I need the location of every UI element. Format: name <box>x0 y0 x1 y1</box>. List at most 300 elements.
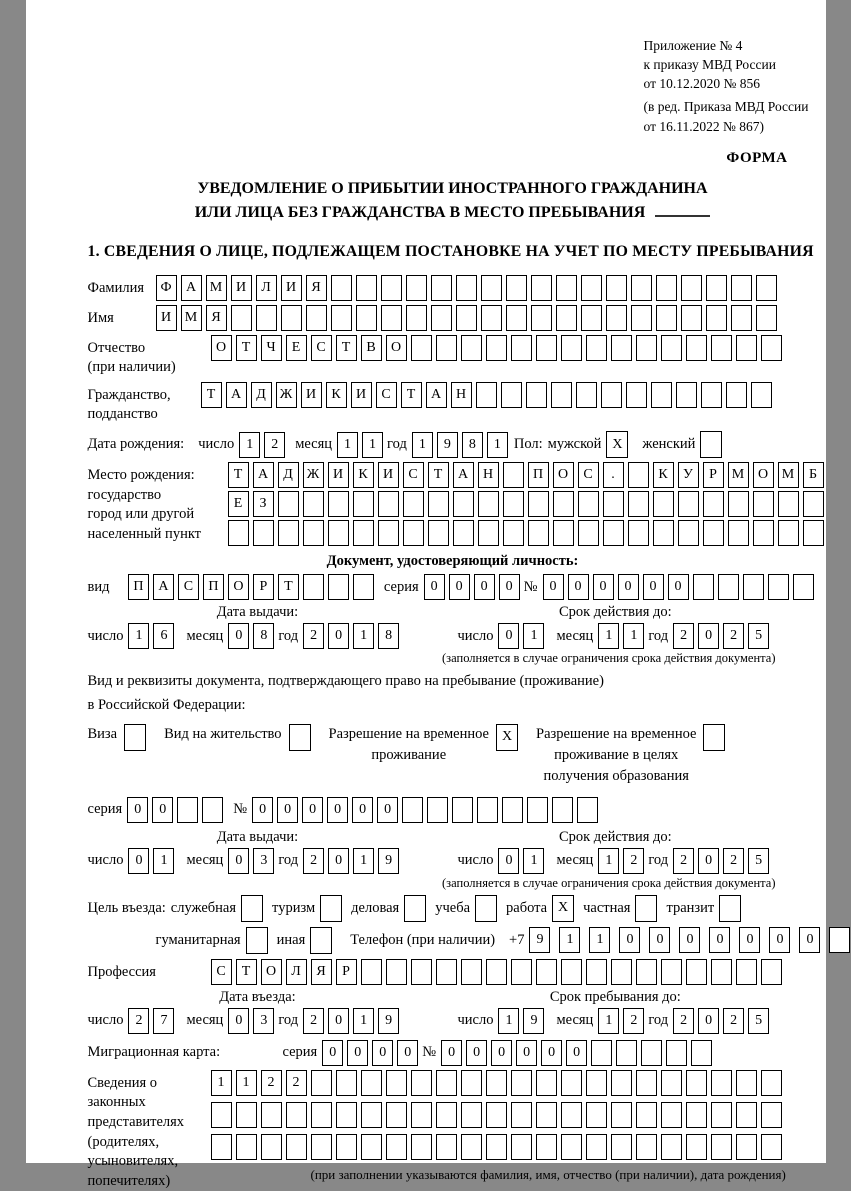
char-cell[interactable] <box>686 335 707 361</box>
char-cell[interactable] <box>511 959 532 985</box>
char-cell[interactable]: 0 <box>668 574 689 600</box>
char-cell[interactable] <box>536 1102 557 1128</box>
char-cell[interactable] <box>581 305 602 331</box>
char-cell[interactable] <box>486 1134 507 1160</box>
char-cell[interactable]: 0 <box>128 848 149 874</box>
char-cell[interactable] <box>681 275 702 301</box>
char-cell[interactable] <box>678 520 699 546</box>
char-cell[interactable] <box>506 305 527 331</box>
char-cell[interactable]: 6 <box>153 623 174 649</box>
char-cell[interactable] <box>386 1102 407 1128</box>
char-cell[interactable] <box>561 1070 582 1096</box>
purpose-other-checkbox[interactable] <box>310 927 332 954</box>
char-cell[interactable]: И <box>156 305 177 331</box>
option-residence-permit-checkbox[interactable] <box>289 724 311 751</box>
char-cell[interactable] <box>601 382 622 408</box>
char-cell[interactable]: 5 <box>748 623 769 649</box>
char-cell[interactable] <box>436 335 457 361</box>
char-cell[interactable]: 1 <box>153 848 174 874</box>
char-cell[interactable] <box>761 1134 782 1160</box>
char-cell[interactable] <box>606 305 627 331</box>
entry-day[interactable] <box>128 1008 178 1034</box>
char-cell[interactable] <box>501 382 522 408</box>
option-temp-residence-education-checkbox[interactable] <box>703 724 725 751</box>
char-cell[interactable] <box>686 1102 707 1128</box>
char-cell[interactable]: К <box>653 462 674 488</box>
char-cell[interactable] <box>536 335 557 361</box>
char-cell[interactable] <box>486 959 507 985</box>
char-cell[interactable] <box>378 491 399 517</box>
char-cell[interactable] <box>353 520 374 546</box>
migration-number-input[interactable] <box>441 1040 716 1066</box>
char-cell[interactable]: Т <box>336 335 357 361</box>
char-cell[interactable]: 0 <box>619 927 640 953</box>
char-cell[interactable]: 1 <box>598 623 619 649</box>
char-cell[interactable] <box>711 1134 732 1160</box>
char-cell[interactable] <box>452 797 473 823</box>
char-cell[interactable] <box>551 382 572 408</box>
char-cell[interactable] <box>703 520 724 546</box>
char-cell[interactable] <box>553 520 574 546</box>
residence-issue-year[interactable] <box>303 848 403 874</box>
char-cell[interactable]: Т <box>401 382 422 408</box>
char-cell[interactable]: П <box>128 574 149 600</box>
char-cell[interactable] <box>303 574 324 600</box>
char-cell[interactable]: М <box>206 275 227 301</box>
char-cell[interactable] <box>611 1134 632 1160</box>
char-cell[interactable] <box>536 959 557 985</box>
char-cell[interactable]: 2 <box>261 1070 282 1096</box>
char-cell[interactable]: 0 <box>543 574 564 600</box>
entry-year[interactable] <box>303 1008 403 1034</box>
char-cell[interactable] <box>756 275 777 301</box>
char-cell[interactable] <box>381 275 402 301</box>
char-cell[interactable] <box>743 574 764 600</box>
char-cell[interactable] <box>503 520 524 546</box>
identity-expiry-year[interactable] <box>673 623 773 649</box>
char-cell[interactable]: Д <box>278 462 299 488</box>
char-cell[interactable]: 0 <box>328 848 349 874</box>
char-cell[interactable] <box>656 305 677 331</box>
char-cell[interactable]: 1 <box>362 432 383 458</box>
char-cell[interactable] <box>581 275 602 301</box>
char-cell[interactable] <box>706 305 727 331</box>
char-cell[interactable] <box>511 335 532 361</box>
char-cell[interactable] <box>751 382 772 408</box>
char-cell[interactable]: 0 <box>541 1040 562 1066</box>
char-cell[interactable]: Я <box>206 305 227 331</box>
char-cell[interactable] <box>626 382 647 408</box>
char-cell[interactable]: 2 <box>264 432 285 458</box>
char-cell[interactable]: Т <box>278 574 299 600</box>
residence-series-input[interactable] <box>127 797 227 823</box>
char-cell[interactable]: Ж <box>303 462 324 488</box>
residence-expiry-month[interactable] <box>598 848 648 874</box>
char-cell[interactable] <box>286 1102 307 1128</box>
char-cell[interactable] <box>436 1070 457 1096</box>
identity-issue-year[interactable] <box>303 623 403 649</box>
char-cell[interactable]: 1 <box>353 848 374 874</box>
char-cell[interactable] <box>456 275 477 301</box>
char-cell[interactable] <box>803 520 824 546</box>
char-cell[interactable] <box>436 1102 457 1128</box>
char-cell[interactable]: Л <box>286 959 307 985</box>
char-cell[interactable]: А <box>253 462 274 488</box>
char-cell[interactable]: В <box>361 335 382 361</box>
char-cell[interactable] <box>431 305 452 331</box>
char-cell[interactable]: Р <box>703 462 724 488</box>
char-cell[interactable] <box>436 959 457 985</box>
char-cell[interactable] <box>701 382 722 408</box>
identity-expiry-month[interactable] <box>598 623 648 649</box>
birthdate-year-input[interactable] <box>412 432 512 458</box>
char-cell[interactable] <box>576 382 597 408</box>
char-cell[interactable] <box>736 959 757 985</box>
char-cell[interactable] <box>636 1102 657 1128</box>
birthplace-input-row2[interactable] <box>228 491 828 517</box>
char-cell[interactable] <box>511 1102 532 1128</box>
char-cell[interactable]: Т <box>228 462 249 488</box>
stay-day[interactable] <box>498 1008 548 1034</box>
char-cell[interactable] <box>661 959 682 985</box>
profession-input[interactable] <box>211 959 786 985</box>
char-cell[interactable] <box>686 959 707 985</box>
char-cell[interactable]: К <box>353 462 374 488</box>
phone-input[interactable] <box>529 927 851 953</box>
birthdate-day-input[interactable] <box>239 432 289 458</box>
char-cell[interactable] <box>361 959 382 985</box>
char-cell[interactable] <box>411 1134 432 1160</box>
char-cell[interactable]: 0 <box>228 1008 249 1034</box>
char-cell[interactable] <box>561 1102 582 1128</box>
char-cell[interactable] <box>628 462 649 488</box>
char-cell[interactable]: 1 <box>598 848 619 874</box>
char-cell[interactable]: 0 <box>739 927 760 953</box>
char-cell[interactable] <box>591 1040 612 1066</box>
char-cell[interactable]: С <box>578 462 599 488</box>
char-cell[interactable]: 2 <box>303 1008 324 1034</box>
char-cell[interactable] <box>552 797 573 823</box>
char-cell[interactable] <box>303 491 324 517</box>
char-cell[interactable] <box>356 275 377 301</box>
char-cell[interactable]: 2 <box>286 1070 307 1096</box>
char-cell[interactable]: Я <box>311 959 332 985</box>
char-cell[interactable]: 5 <box>748 1008 769 1034</box>
char-cell[interactable]: 3 <box>253 848 274 874</box>
option-temp-residence-checkbox[interactable]: X <box>496 724 518 751</box>
char-cell[interactable] <box>311 1134 332 1160</box>
char-cell[interactable]: А <box>181 275 202 301</box>
char-cell[interactable]: И <box>351 382 372 408</box>
char-cell[interactable] <box>536 1070 557 1096</box>
char-cell[interactable]: С <box>178 574 199 600</box>
char-cell[interactable]: У <box>678 462 699 488</box>
char-cell[interactable]: Н <box>478 462 499 488</box>
char-cell[interactable]: М <box>778 462 799 488</box>
char-cell[interactable] <box>256 305 277 331</box>
char-cell[interactable]: 1 <box>589 927 610 953</box>
identity-issue-day[interactable] <box>128 623 178 649</box>
char-cell[interactable] <box>331 275 352 301</box>
char-cell[interactable] <box>331 305 352 331</box>
char-cell[interactable] <box>753 520 774 546</box>
sex-male-checkbox[interactable]: X <box>606 431 628 458</box>
char-cell[interactable] <box>528 491 549 517</box>
char-cell[interactable]: И <box>378 462 399 488</box>
char-cell[interactable] <box>718 574 739 600</box>
char-cell[interactable]: 0 <box>566 1040 587 1066</box>
char-cell[interactable] <box>691 1040 712 1066</box>
char-cell[interactable]: 0 <box>769 927 790 953</box>
char-cell[interactable] <box>641 1040 662 1066</box>
char-cell[interactable]: 1 <box>211 1070 232 1096</box>
char-cell[interactable]: 1 <box>412 432 433 458</box>
char-cell[interactable] <box>328 491 349 517</box>
char-cell[interactable] <box>253 520 274 546</box>
char-cell[interactable]: 0 <box>643 574 664 600</box>
char-cell[interactable]: 0 <box>679 927 700 953</box>
char-cell[interactable]: 1 <box>559 927 580 953</box>
char-cell[interactable] <box>693 574 714 600</box>
char-cell[interactable] <box>336 1070 357 1096</box>
char-cell[interactable] <box>236 1134 257 1160</box>
char-cell[interactable]: 0 <box>347 1040 368 1066</box>
char-cell[interactable] <box>661 1134 682 1160</box>
char-cell[interactable] <box>661 335 682 361</box>
char-cell[interactable]: А <box>453 462 474 488</box>
char-cell[interactable]: 1 <box>523 623 544 649</box>
char-cell[interactable] <box>756 305 777 331</box>
char-cell[interactable] <box>651 382 672 408</box>
char-cell[interactable]: 0 <box>498 623 519 649</box>
char-cell[interactable] <box>486 1102 507 1128</box>
char-cell[interactable]: 1 <box>623 623 644 649</box>
char-cell[interactable]: 2 <box>128 1008 149 1034</box>
char-cell[interactable]: 9 <box>378 848 399 874</box>
char-cell[interactable]: . <box>603 462 624 488</box>
char-cell[interactable]: 1 <box>598 1008 619 1034</box>
char-cell[interactable]: О <box>261 959 282 985</box>
char-cell[interactable]: 0 <box>328 1008 349 1034</box>
char-cell[interactable] <box>736 335 757 361</box>
char-cell[interactable]: 1 <box>236 1070 257 1096</box>
char-cell[interactable]: О <box>553 462 574 488</box>
char-cell[interactable]: Е <box>286 335 307 361</box>
char-cell[interactable]: Ж <box>276 382 297 408</box>
char-cell[interactable]: 0 <box>698 623 719 649</box>
char-cell[interactable] <box>481 305 502 331</box>
char-cell[interactable] <box>753 491 774 517</box>
char-cell[interactable]: М <box>181 305 202 331</box>
char-cell[interactable] <box>511 1134 532 1160</box>
char-cell[interactable] <box>656 275 677 301</box>
char-cell[interactable] <box>728 491 749 517</box>
char-cell[interactable]: 0 <box>228 848 249 874</box>
char-cell[interactable] <box>311 1070 332 1096</box>
char-cell[interactable]: 2 <box>303 848 324 874</box>
char-cell[interactable]: А <box>153 574 174 600</box>
char-cell[interactable] <box>328 574 349 600</box>
char-cell[interactable]: 1 <box>523 848 544 874</box>
char-cell[interactable]: 0 <box>799 927 820 953</box>
char-cell[interactable] <box>236 1102 257 1128</box>
char-cell[interactable]: 9 <box>529 927 550 953</box>
char-cell[interactable]: Ф <box>156 275 177 301</box>
sex-female-checkbox[interactable] <box>700 431 722 458</box>
char-cell[interactable] <box>616 1040 637 1066</box>
char-cell[interactable]: 0 <box>302 797 323 823</box>
identity-expiry-day[interactable] <box>498 623 548 649</box>
char-cell[interactable]: 2 <box>303 623 324 649</box>
char-cell[interactable] <box>611 1070 632 1096</box>
char-cell[interactable]: О <box>753 462 774 488</box>
char-cell[interactable] <box>577 797 598 823</box>
char-cell[interactable] <box>553 491 574 517</box>
char-cell[interactable] <box>703 491 724 517</box>
char-cell[interactable] <box>561 1134 582 1160</box>
residence-issue-day[interactable] <box>128 848 178 874</box>
char-cell[interactable] <box>636 335 657 361</box>
identity-issue-month[interactable] <box>228 623 278 649</box>
char-cell[interactable]: 0 <box>441 1040 462 1066</box>
char-cell[interactable]: С <box>311 335 332 361</box>
purpose-business-checkbox[interactable] <box>404 895 426 922</box>
char-cell[interactable] <box>386 1070 407 1096</box>
char-cell[interactable] <box>603 491 624 517</box>
char-cell[interactable] <box>761 335 782 361</box>
char-cell[interactable] <box>211 1134 232 1160</box>
char-cell[interactable]: 1 <box>128 623 149 649</box>
char-cell[interactable]: 0 <box>593 574 614 600</box>
char-cell[interactable] <box>636 1134 657 1160</box>
char-cell[interactable]: Н <box>451 382 472 408</box>
char-cell[interactable] <box>678 491 699 517</box>
residence-number-input[interactable] <box>252 797 602 823</box>
char-cell[interactable] <box>603 520 624 546</box>
char-cell[interactable]: И <box>328 462 349 488</box>
char-cell[interactable]: 0 <box>228 623 249 649</box>
char-cell[interactable]: З <box>253 491 274 517</box>
char-cell[interactable]: С <box>211 959 232 985</box>
char-cell[interactable] <box>328 520 349 546</box>
char-cell[interactable] <box>628 520 649 546</box>
char-cell[interactable] <box>261 1134 282 1160</box>
char-cell[interactable]: 1 <box>487 432 508 458</box>
purpose-transit-checkbox[interactable] <box>719 895 741 922</box>
char-cell[interactable] <box>278 520 299 546</box>
char-cell[interactable] <box>261 1102 282 1128</box>
char-cell[interactable] <box>361 1070 382 1096</box>
char-cell[interactable] <box>681 305 702 331</box>
char-cell[interactable] <box>611 1102 632 1128</box>
char-cell[interactable] <box>736 1134 757 1160</box>
char-cell[interactable]: 0 <box>322 1040 343 1066</box>
char-cell[interactable] <box>461 335 482 361</box>
char-cell[interactable]: 0 <box>698 848 719 874</box>
char-cell[interactable]: Р <box>336 959 357 985</box>
char-cell[interactable] <box>411 335 432 361</box>
char-cell[interactable] <box>231 305 252 331</box>
char-cell[interactable]: 0 <box>424 574 445 600</box>
char-cell[interactable]: П <box>528 462 549 488</box>
char-cell[interactable]: К <box>326 382 347 408</box>
char-cell[interactable]: 0 <box>709 927 730 953</box>
char-cell[interactable] <box>556 305 577 331</box>
char-cell[interactable] <box>531 275 552 301</box>
char-cell[interactable]: 0 <box>152 797 173 823</box>
char-cell[interactable] <box>286 1134 307 1160</box>
patronymic-input[interactable] <box>211 335 786 361</box>
char-cell[interactable] <box>478 520 499 546</box>
residence-expiry-year[interactable] <box>673 848 773 874</box>
char-cell[interactable]: А <box>426 382 447 408</box>
char-cell[interactable]: 0 <box>328 623 349 649</box>
char-cell[interactable] <box>527 797 548 823</box>
char-cell[interactable] <box>586 1070 607 1096</box>
char-cell[interactable] <box>428 491 449 517</box>
identity-type-input[interactable] <box>128 574 378 600</box>
identity-series-input[interactable] <box>424 574 524 600</box>
char-cell[interactable] <box>778 491 799 517</box>
char-cell[interactable]: О <box>228 574 249 600</box>
char-cell[interactable]: Д <box>251 382 272 408</box>
char-cell[interactable] <box>378 520 399 546</box>
char-cell[interactable]: 2 <box>673 848 694 874</box>
purpose-private-checkbox[interactable] <box>635 895 657 922</box>
char-cell[interactable] <box>402 797 423 823</box>
char-cell[interactable] <box>336 1134 357 1160</box>
char-cell[interactable] <box>556 275 577 301</box>
char-cell[interactable] <box>803 491 824 517</box>
option-visa-checkbox[interactable] <box>124 724 146 751</box>
char-cell[interactable] <box>531 305 552 331</box>
char-cell[interactable] <box>303 520 324 546</box>
residence-expiry-day[interactable] <box>498 848 548 874</box>
char-cell[interactable]: 0 <box>252 797 273 823</box>
char-cell[interactable]: 0 <box>377 797 398 823</box>
char-cell[interactable] <box>676 382 697 408</box>
char-cell[interactable]: 1 <box>353 1008 374 1034</box>
char-cell[interactable] <box>311 1102 332 1128</box>
char-cell[interactable] <box>586 1102 607 1128</box>
char-cell[interactable] <box>561 959 582 985</box>
stay-year[interactable] <box>673 1008 773 1034</box>
char-cell[interactable] <box>411 959 432 985</box>
char-cell[interactable] <box>306 305 327 331</box>
char-cell[interactable]: 0 <box>516 1040 537 1066</box>
char-cell[interactable] <box>427 797 448 823</box>
char-cell[interactable]: 9 <box>378 1008 399 1034</box>
char-cell[interactable]: 3 <box>253 1008 274 1034</box>
char-cell[interactable]: 2 <box>623 848 644 874</box>
char-cell[interactable] <box>586 1134 607 1160</box>
birthplace-input-row3[interactable] <box>228 520 828 546</box>
char-cell[interactable] <box>761 1102 782 1128</box>
char-cell[interactable]: 0 <box>327 797 348 823</box>
char-cell[interactable]: 0 <box>466 1040 487 1066</box>
char-cell[interactable] <box>202 797 223 823</box>
char-cell[interactable] <box>731 305 752 331</box>
char-cell[interactable]: О <box>211 335 232 361</box>
char-cell[interactable] <box>403 491 424 517</box>
representatives-input-row2[interactable] <box>211 1102 786 1128</box>
char-cell[interactable] <box>386 1134 407 1160</box>
char-cell[interactable] <box>736 1070 757 1096</box>
char-cell[interactable] <box>411 1102 432 1128</box>
char-cell[interactable] <box>361 1134 382 1160</box>
char-cell[interactable]: 1 <box>353 623 374 649</box>
char-cell[interactable]: 9 <box>523 1008 544 1034</box>
